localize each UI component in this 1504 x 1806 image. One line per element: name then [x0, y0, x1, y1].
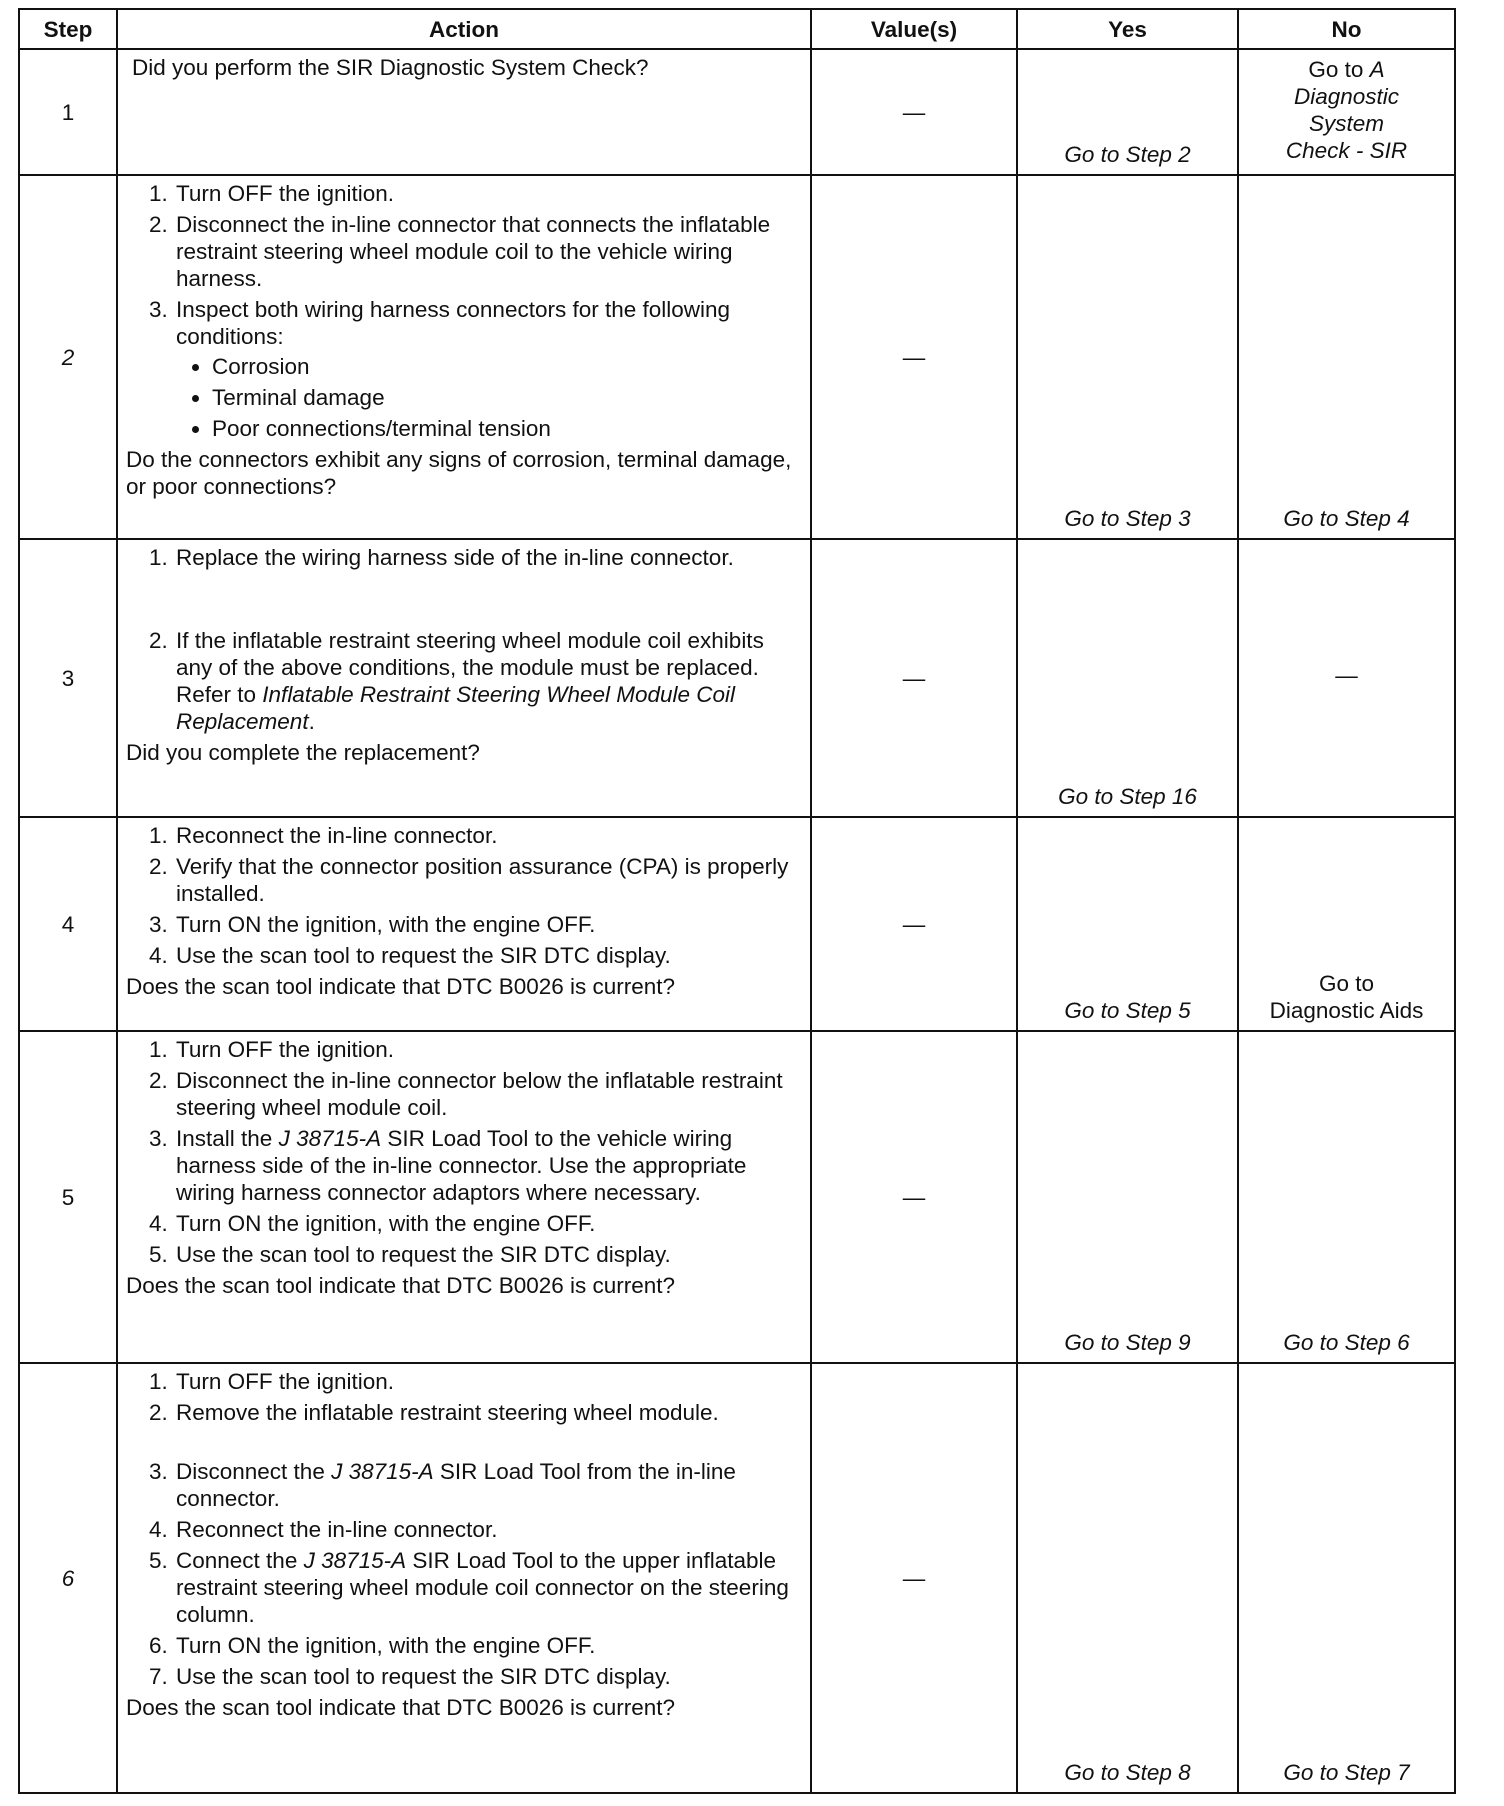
value-cell: —	[811, 817, 1017, 1031]
action-step-text: Inspect both wiring harness connectors for the following conditions:	[176, 297, 731, 349]
table-row-step-6	[19, 1363, 1455, 1793]
step-number: 2	[19, 175, 117, 539]
procedure-reference: Inflatable Restraint Steering Wheel Module Coil Replacement	[176, 682, 736, 734]
no-cell: Go to Step 4	[1238, 175, 1455, 539]
action-steps	[126, 1458, 802, 1690]
action-step: 7. Use the scan tool to request the SIR DTC display.	[174, 1663, 802, 1690]
step-number: 1	[19, 49, 117, 175]
action-cell	[117, 175, 811, 539]
spacer	[126, 575, 802, 627]
action-question: Did you complete the replacement?	[126, 740, 480, 765]
action-cell	[117, 1363, 811, 1793]
action-step	[174, 1125, 802, 1206]
action-step: 4. Turn ON the ignition, with the engine OFF.	[174, 1210, 802, 1237]
header-values: Value(s)	[811, 9, 1017, 49]
step-number: 5	[19, 1031, 117, 1363]
action-cell	[117, 49, 811, 175]
action-step: 2. Remove the inflatable restraint steering wheel module.	[174, 1399, 802, 1426]
table-row-step-1	[19, 49, 1455, 175]
yes-cell: Go to Step 8	[1017, 1363, 1238, 1793]
no-line2: Diagnostic Aids	[1269, 998, 1424, 1023]
yes-cell: Go to Step 2	[1017, 49, 1238, 175]
condition-item: • Terminal damage	[212, 384, 802, 411]
action-cell	[117, 539, 811, 817]
action-step: 1. Turn OFF the ignition.	[174, 1036, 802, 1063]
no-line1-prefix: Go to	[1308, 57, 1370, 82]
no-line4: Check - SIR	[1285, 138, 1408, 163]
table-row-step-4	[19, 817, 1455, 1031]
header-row	[19, 9, 1455, 49]
spacer	[126, 1430, 802, 1458]
action-question: Do the connectors exhibit any signs of corrosion, terminal damage, or poor connections?	[126, 447, 792, 499]
action-step: 5. Use the scan tool to request the SIR DTC display.	[174, 1241, 802, 1268]
yes-cell: Go to Step 5	[1017, 817, 1238, 1031]
header-step: Step	[19, 9, 117, 49]
table-row-step-2	[19, 175, 1455, 539]
action-step: 4. Reconnect the in-line connector.	[174, 1516, 802, 1543]
diagnostic-table	[18, 8, 1456, 1794]
tool-reference: J 38715-A	[303, 1548, 407, 1573]
action-question: Does the scan tool indicate that DTC B0026 is current?	[126, 1273, 676, 1298]
header-no: No	[1238, 9, 1455, 49]
action-step: 2. Disconnect the in-line connector that connects the inflatable restraint steering wheel module coil to the vehicle wiring harness.	[174, 211, 802, 292]
action-step: 1. Reconnect the in-line connector.	[174, 822, 802, 849]
no-cell	[1238, 49, 1455, 175]
action-question: Does the scan tool indicate that DTC B0026 is current?	[126, 1695, 676, 1720]
no-line1-italic: A	[1369, 57, 1385, 82]
condition-list	[176, 353, 802, 442]
action-steps	[126, 180, 802, 442]
action-cell	[117, 817, 811, 1031]
no-cell: —	[1238, 539, 1455, 817]
action-step-text: Install the	[176, 1126, 279, 1151]
action-step-end: .	[308, 709, 315, 734]
action-step: 1. Replace the wiring harness side of the in-line connector.	[174, 544, 802, 571]
action-step: 1. Turn OFF the ignition.	[174, 180, 802, 207]
action-steps	[126, 1368, 802, 1426]
action-step	[174, 1547, 802, 1628]
no-line2: Diagnostic	[1293, 84, 1400, 109]
no-line1: Go to	[1318, 971, 1375, 996]
action-step-text: SIR Load Tool to the vehicle wiring harness side of the in-line connector. Use the appropriate wiring harness connector adaptors where necessary.	[176, 1126, 747, 1205]
action-question: Does the scan tool indicate that DTC B0026 is current?	[126, 974, 676, 999]
action-step-text: SIR Load Tool to the upper inflatable restraint steering wheel module coil connector on the steering column.	[176, 1548, 789, 1627]
action-step-text: If the inflatable restraint steering wheel module coil exhibits any of the above conditions, the module must be replaced. Refer to	[176, 628, 764, 707]
header-yes: Yes	[1017, 9, 1238, 49]
value-cell: —	[811, 49, 1017, 175]
header-action: Action	[117, 9, 811, 49]
action-step	[174, 296, 802, 442]
no-cell: Go to Step 6	[1238, 1031, 1455, 1363]
action-step: 2. Disconnect the in-line connector below the inflatable restraint steering wheel module coil.	[174, 1067, 802, 1121]
action-step-text: Disconnect the	[176, 1459, 332, 1484]
action-step-text: Connect the	[176, 1548, 304, 1573]
action-step: 2. Verify that the connector position assurance (CPA) is properly installed.	[174, 853, 802, 907]
table-row-step-5	[19, 1031, 1455, 1363]
yes-cell: Go to Step 3	[1017, 175, 1238, 539]
action-cell	[117, 1031, 811, 1363]
condition-item: • Corrosion	[212, 353, 802, 380]
value-cell: —	[811, 539, 1017, 817]
tool-reference: J 38715-A	[278, 1126, 382, 1151]
no-cell	[1238, 817, 1455, 1031]
table-row-step-3	[19, 539, 1455, 817]
step-number: 3	[19, 539, 117, 817]
action-steps	[126, 544, 802, 571]
action-question: Did you perform the SIR Diagnostic System Check?	[132, 55, 649, 80]
step-number: 6	[19, 1363, 117, 1793]
action-step	[174, 627, 802, 735]
step-number: 4	[19, 817, 117, 1031]
no-line3: System	[1308, 111, 1384, 136]
yes-cell: Go to Step 16	[1017, 539, 1238, 817]
value-cell: —	[811, 1031, 1017, 1363]
value-cell: —	[811, 175, 1017, 539]
action-steps	[126, 1036, 802, 1268]
action-step	[174, 1458, 802, 1512]
action-step: 6. Turn ON the ignition, with the engine OFF.	[174, 1632, 802, 1659]
no-cell: Go to Step 7	[1238, 1363, 1455, 1793]
tool-reference: J 38715-A	[331, 1459, 434, 1484]
action-steps	[126, 627, 802, 735]
action-step: 4. Use the scan tool to request the SIR DTC display.	[174, 942, 802, 969]
value-cell: —	[811, 1363, 1017, 1793]
action-step: 3. Turn ON the ignition, with the engine OFF.	[174, 911, 802, 938]
action-step-text: SIR Load Tool from the in-line connector.	[176, 1459, 736, 1511]
action-step: 1. Turn OFF the ignition.	[174, 1368, 802, 1395]
condition-item: • Poor connections/terminal tension	[212, 415, 802, 442]
yes-cell: Go to Step 9	[1017, 1031, 1238, 1363]
action-steps	[126, 822, 802, 969]
